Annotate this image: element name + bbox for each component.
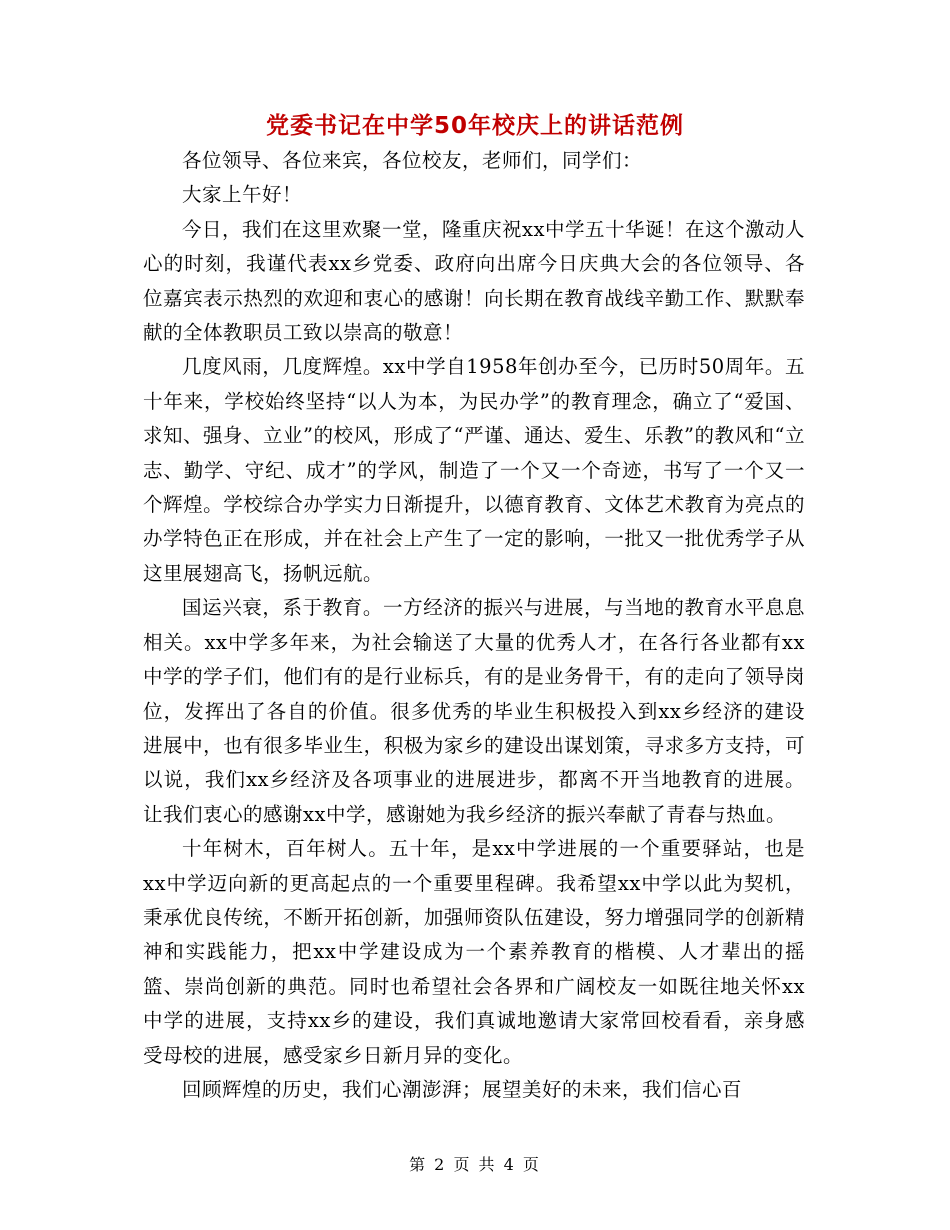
paragraph-history: 几度风雨，几度辉煌。xx中学自1958年创办至今，已历时50周年。五十年来，学校始终坚持“以人为本，为民办学”的教育理念，确立了“爱国、求知、强身、立业”的校风，形成了“严谨、通达、爱生、乐教”的教风和“立志、勤学、守纪、成才”的学风，制造了一个又一个奇迹，书写了一个又一个辉煌。学校综合办学实力日渐提升，以德育教育、文体艺术教育为亮点的办学特色正在形成，并在社会上产生了一定的影响，一批又一批优秀学子从这里展翅高飞，扬帆远航。 <box>143 355 805 585</box>
document-title: 党委书记在中学50年校庆上的讲话范例 <box>265 113 684 139</box>
paragraph-salutation: 各位领导、各位来宾，各位校友，老师们，同学们： <box>182 149 643 172</box>
paragraph-closing: 回顾辉煌的历史，我们心潮澎湃；展望美好的未来，我们信心百 <box>182 1077 743 1101</box>
page-number-footer: 第 2 页 共 4 页 <box>409 1155 541 1174</box>
paragraph-education: 国运兴衰，系于教育。一方经济的振兴与进展，与当地的教育水平息息相关。xx中学多年来，为社会输送了大量的优秀人才，在各行各业都有xx中学的学子们，他们有的是行业标兵，有的是业务骨干，有的走向了领导岗位，发挥出了各自的价值。很多优秀的毕业生积极投入到xx乡经济的建设进展中，也有很多毕业生，积极为家乡的建设出谋划策，寻求多方支持，可以说，我们xx乡经济及各项事业的进展进步，都离不开当地教育的进展。让我们衷心的感谢xx中学，感谢她为我乡经济的振兴奉献了青春与热血。 <box>143 596 805 826</box>
paragraph-welcome: 今日，我们在这里欢聚一堂，隆重庆祝xx中学五十华诞！在这个激动人心的时刻，我谨代表xx乡党委、政府向出席今日庆典大会的各位领导、各位嘉宾表示热烈的欢迎和衷心的感谢！向长期在教育战线辛勤工作、默默奉献的全体教职员工致以崇高的敬意！ <box>143 217 805 345</box>
paragraph-greeting: 大家上午好！ <box>182 183 303 207</box>
document-body <box>143 144 805 1107</box>
paragraph-hopes: 十年树木，百年树人。五十年，是xx中学进展的一个重要驿站，也是xx中学迈向新的更高起点的一个重要里程碑。我希望xx中学以此为契机，秉承优良传统，不断开拓创新，加强师资队伍建设，努力增强同学的创新精神和实践能力，把xx中学建设成为一个素养教育的楷模、人才辈出的摇篮、崇尚创新的典范。同时也希望社会各界和广阔校友一如既往地关怀xx中学的进展，支持xx乡的建设，我们真诚地邀请大家常回校看看，亲身感受母校的进展，感受家乡日新月异的变化。 <box>143 837 805 1067</box>
